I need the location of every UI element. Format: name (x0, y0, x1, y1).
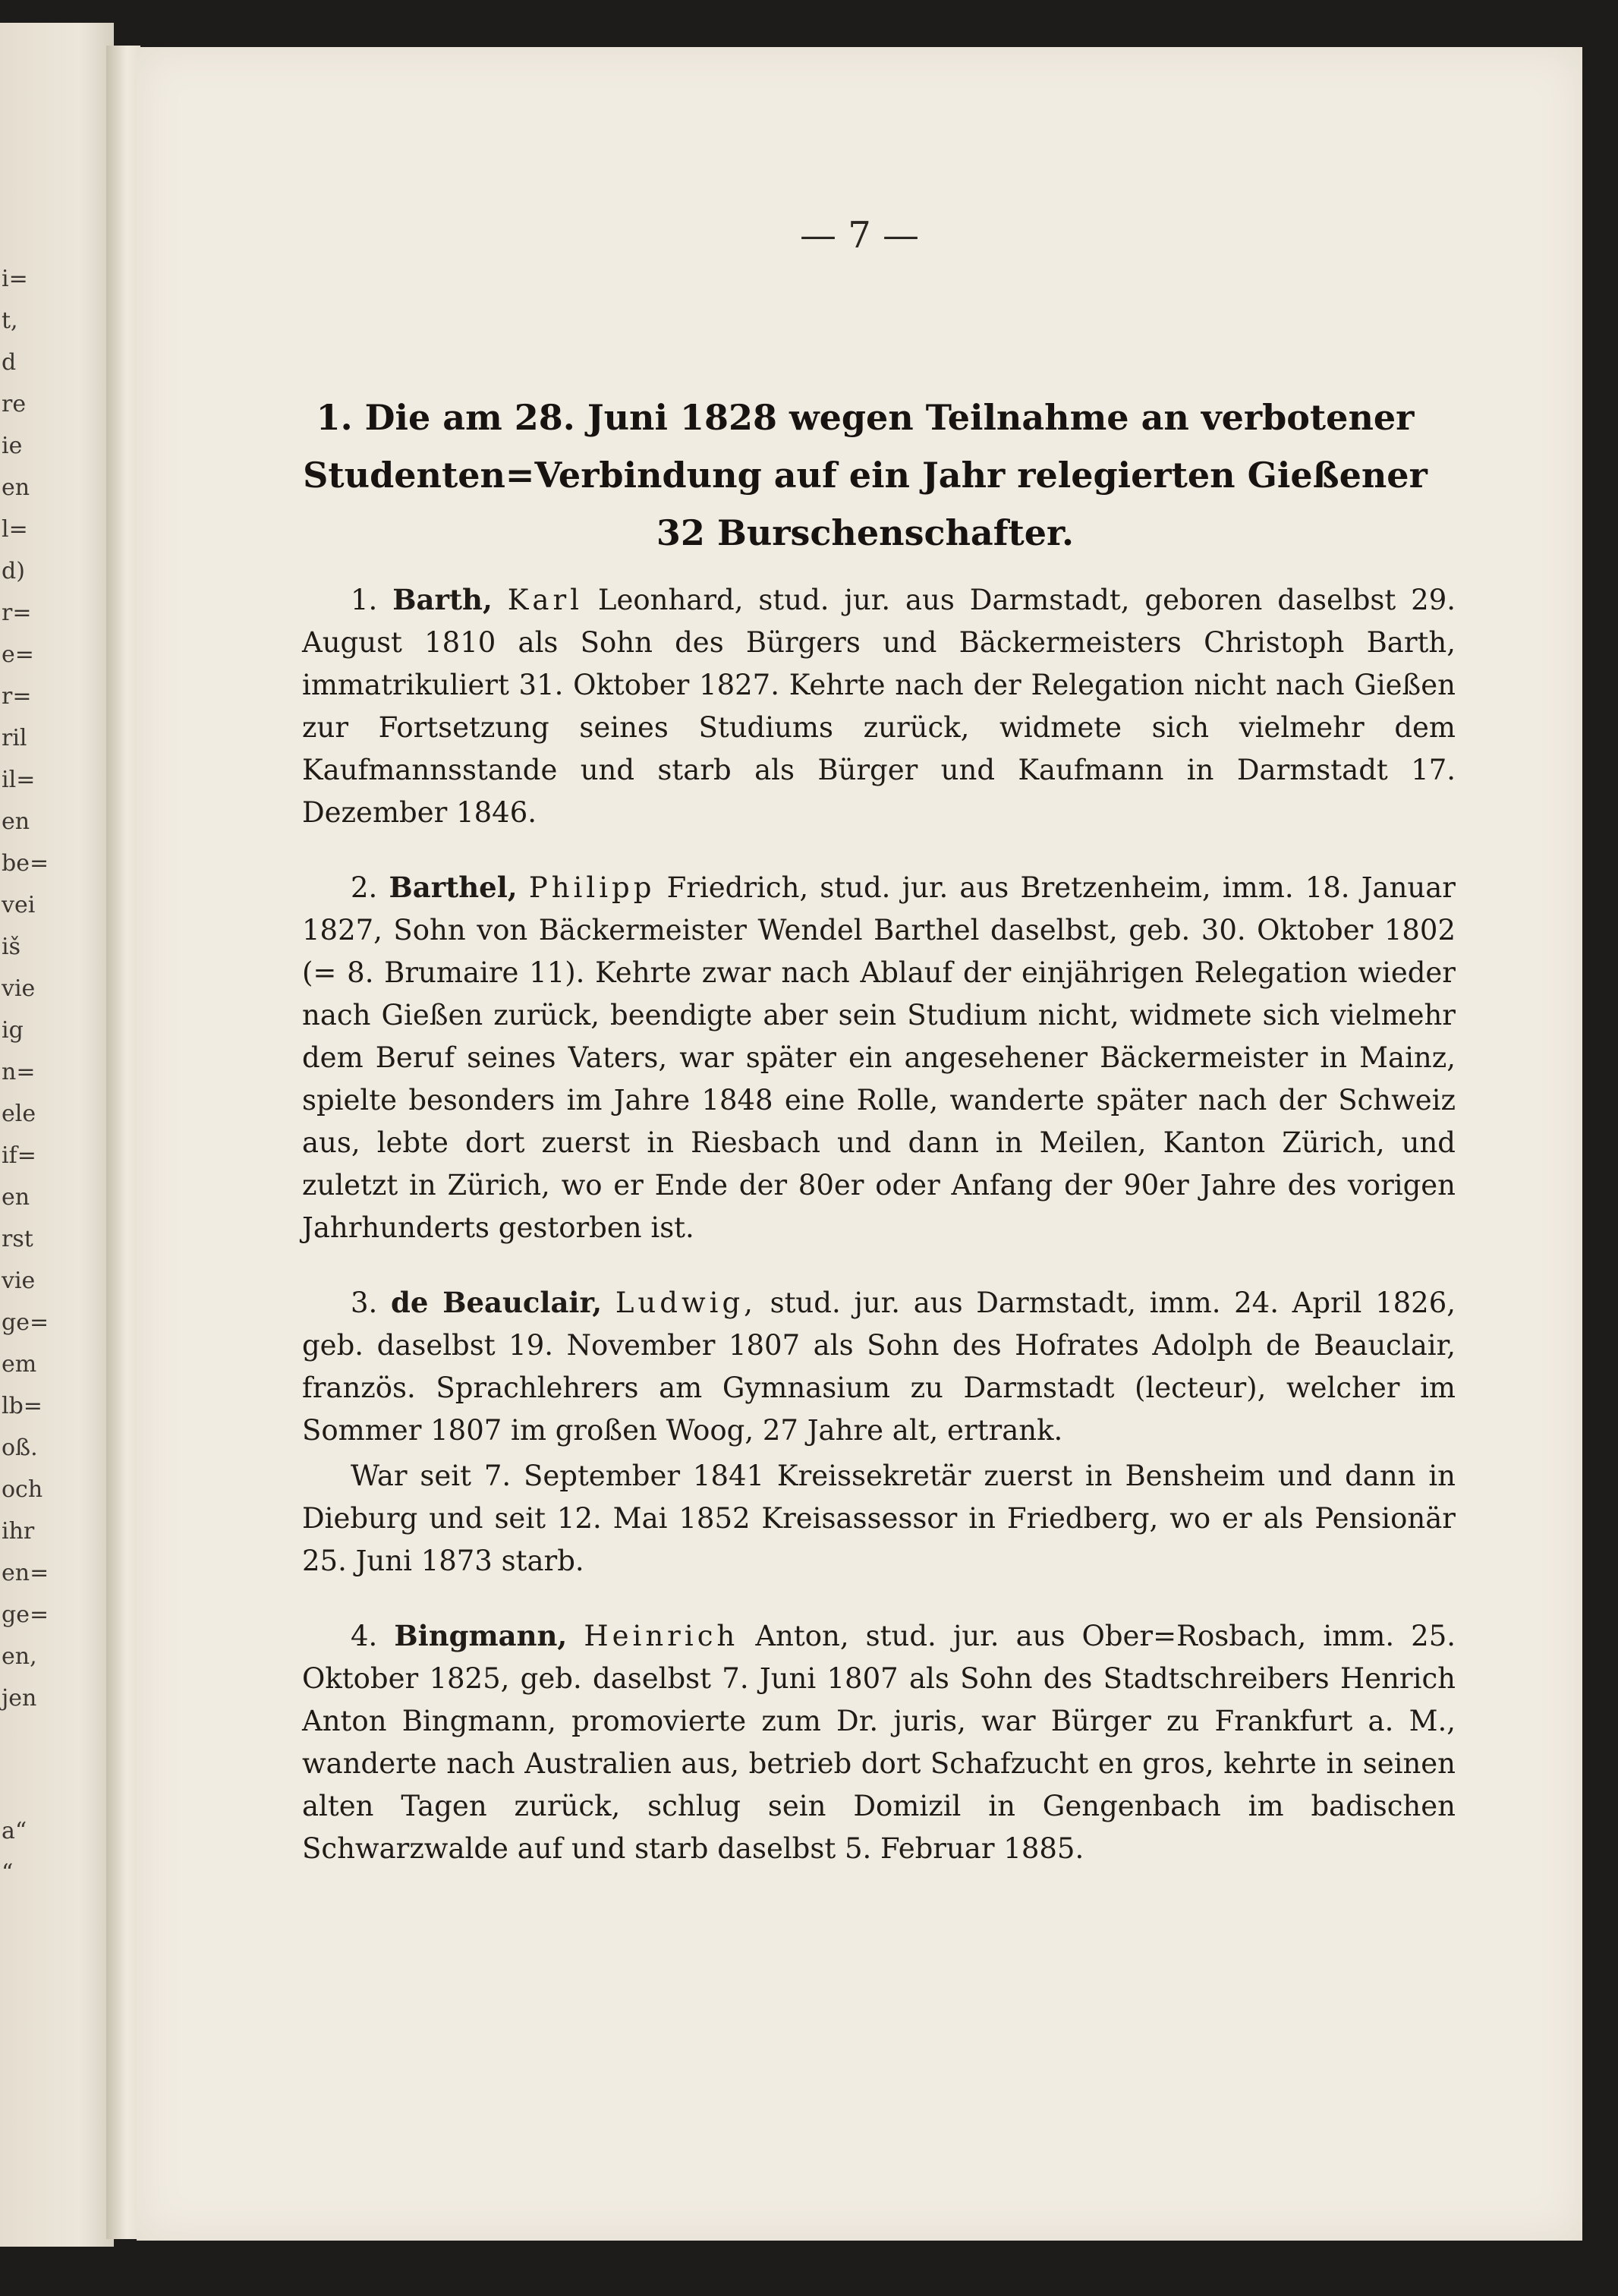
left-page-text-fragment: iš (2, 934, 20, 960)
left-page-text-fragment: ge= (2, 1602, 49, 1628)
left-page-text-fragment: ge= (2, 1309, 49, 1336)
entry-text: Anton, stud. jur. aus Ober=Rosbach, imm. 25. Oktober 1825, geb. daselbst 7. Juni 1807 als Sohn des Stadtschreibers Henrich Anton Bingmann, promovierte zum Dr. juris, war Bürger zu Frankfurt a. M., wanderte nach Australien aus, betrieb dort Schafzucht en gros, kehrte in seinen alten Tagen zurück, schlug sein Domizil in Gengenbach im badischen Schwarzwalde auf und starb daselbst 5. Februar 1885. (302, 1620, 1456, 1865)
entry-surname: Barth, (392, 583, 493, 616)
left-page-text-fragment: n= (2, 1059, 36, 1085)
left-page-text-fragment: jen (2, 1685, 37, 1712)
book-gutter (106, 46, 140, 2239)
left-page-text-fragment: d) (2, 558, 25, 584)
entry-given-name: Heinrich (584, 1620, 739, 1652)
entry-surname: Barthel, (389, 871, 518, 904)
left-page-text-fragment: ihr (2, 1518, 35, 1545)
left-page-text-fragment: en, (2, 1643, 37, 1670)
left-page-text-fragment: be= (2, 850, 49, 877)
left-page-text-fragment: il= (2, 767, 36, 793)
left-page-text-fragment: oß. (2, 1435, 38, 1461)
left-page-text-fragment: l= (2, 516, 28, 543)
entries-list (302, 578, 1456, 1902)
left-page-edge (0, 23, 114, 2247)
left-page-text-fragment: r= (2, 600, 32, 626)
left-page-text-fragment: r= (2, 683, 32, 710)
left-page-text-fragment: vie (2, 1268, 36, 1294)
left-page-text-fragment: lb= (2, 1393, 42, 1419)
left-page-text-fragment: i= (2, 266, 28, 292)
entry-1 (302, 578, 1456, 834)
page-number: — 7 — (799, 214, 920, 257)
left-page-text-fragment: “ (2, 1860, 14, 1886)
left-page-text-fragment: ig (2, 1017, 24, 1044)
entry-number: 1. (351, 584, 378, 616)
left-page-text-fragment: e= (2, 641, 34, 668)
entry-text: Leonhard, stud. jur. aus Darmstadt, geboren daselbst 29. August 1810 als Sohn des Bürgers und Bäckermeisters Christoph Barth, immatrikuliert 31. Oktober 1827. Kehrte nach der Relegation nicht nach Gießen zur Fortsetzung seines Studiums zurück, widmete sich vielmehr dem Kaufmannsstande und starb als Bürger und Kaufmann in Darmstadt 17. Dezember 1846. (302, 584, 1456, 829)
entry-given-name: Karl (507, 584, 583, 616)
left-page-text-fragment: ril (2, 725, 27, 751)
entry-given-name: Ludwig, (615, 1287, 757, 1319)
entry-text: stud. jur. aus Darmstadt, imm. 24. April 1826, geb. daselbst 19. November 1807 als Sohn des Hofrates Adolph de Beauclair, französ. Sprachlehrers am Gymnasium zu Darmstadt (lecteur), welcher im Sommer 1807 im großen Woog, 27 Jahre alt, ertrank. (302, 1287, 1456, 1447)
left-page-text-fragment: d (2, 349, 17, 376)
entry-text: Friedrich, stud. jur. aus Bretzenheim, imm. 18. Januar 1827, Sohn von Bäckermeister Wendel Barthel daselbst, geb. 30. Oktober 1802 (= 8. Brumaire 11). Kehrte zwar nach Ablauf der einjährigen Relegation wieder nach Gießen zurück, beendigte aber sein Studium nicht, widmete sich vielmehr dem Beruf seines Vaters, war später ein angesehener Bäckermeister in Mainz, spielte besonders im Jahre 1848 eine Rolle, wanderte später nach der Schweiz aus, lebte dort zuerst in Riesbach und dann in Meilen, Kanton Zürich, und zuletzt in Zürich, wo er Ende der 80er oder Anfang der 90er Jahre des vorigen Jahrhunderts gestorben ist. (302, 871, 1456, 1244)
entry-surname: de Beauclair, (390, 1286, 603, 1319)
entry-number: 4. (351, 1620, 378, 1652)
left-page-text-fragment: if= (2, 1142, 36, 1169)
left-page-text-fragment: vie (2, 975, 36, 1002)
entry-number: 3. (351, 1287, 378, 1319)
left-page-text-fragment: ele (2, 1101, 36, 1127)
entry-given-name: Philipp (528, 871, 656, 904)
left-page-text-fragment: en= (2, 1560, 49, 1586)
chapter-heading: 1. Die am 28. Juni 1828 wegen Teilnahme an verbotener Studenten=Verbindung auf ein Jahr relegierten Gießener 32 Burschenschafter. (303, 397, 1428, 553)
left-page-text-fragment: t, (2, 307, 18, 334)
left-page-text-fragment: en (2, 474, 30, 501)
document-page (137, 47, 1582, 2241)
left-page-text-fragment: re (2, 391, 27, 417)
entry-number: 2. (351, 871, 378, 904)
entry-surname: Bingmann, (394, 1619, 568, 1652)
left-page-text-fragment: och (2, 1476, 43, 1503)
entry-continuation: War seit 7. September 1841 Kreissekretär zuerst in Bensheim und dann in Dieburg und seit 12. Mai 1852 Kreisassessor in Friedberg, wo er als Pensionär 25. Juni 1873 starb. (302, 1460, 1456, 1577)
entry-3 (302, 1281, 1456, 1583)
left-page-text-fragment: vei (2, 892, 36, 918)
left-page-text-fragment: en (2, 808, 30, 835)
entry-2 (302, 866, 1456, 1249)
left-page-text-fragment: rst (2, 1226, 33, 1252)
left-page-text-fragment: ie (2, 433, 23, 459)
entry-4 (302, 1614, 1456, 1870)
left-page-text-fragment: a“ (2, 1818, 27, 1844)
left-page-text-fragment: em (2, 1351, 37, 1378)
left-page-text-fragment: en (2, 1184, 30, 1211)
